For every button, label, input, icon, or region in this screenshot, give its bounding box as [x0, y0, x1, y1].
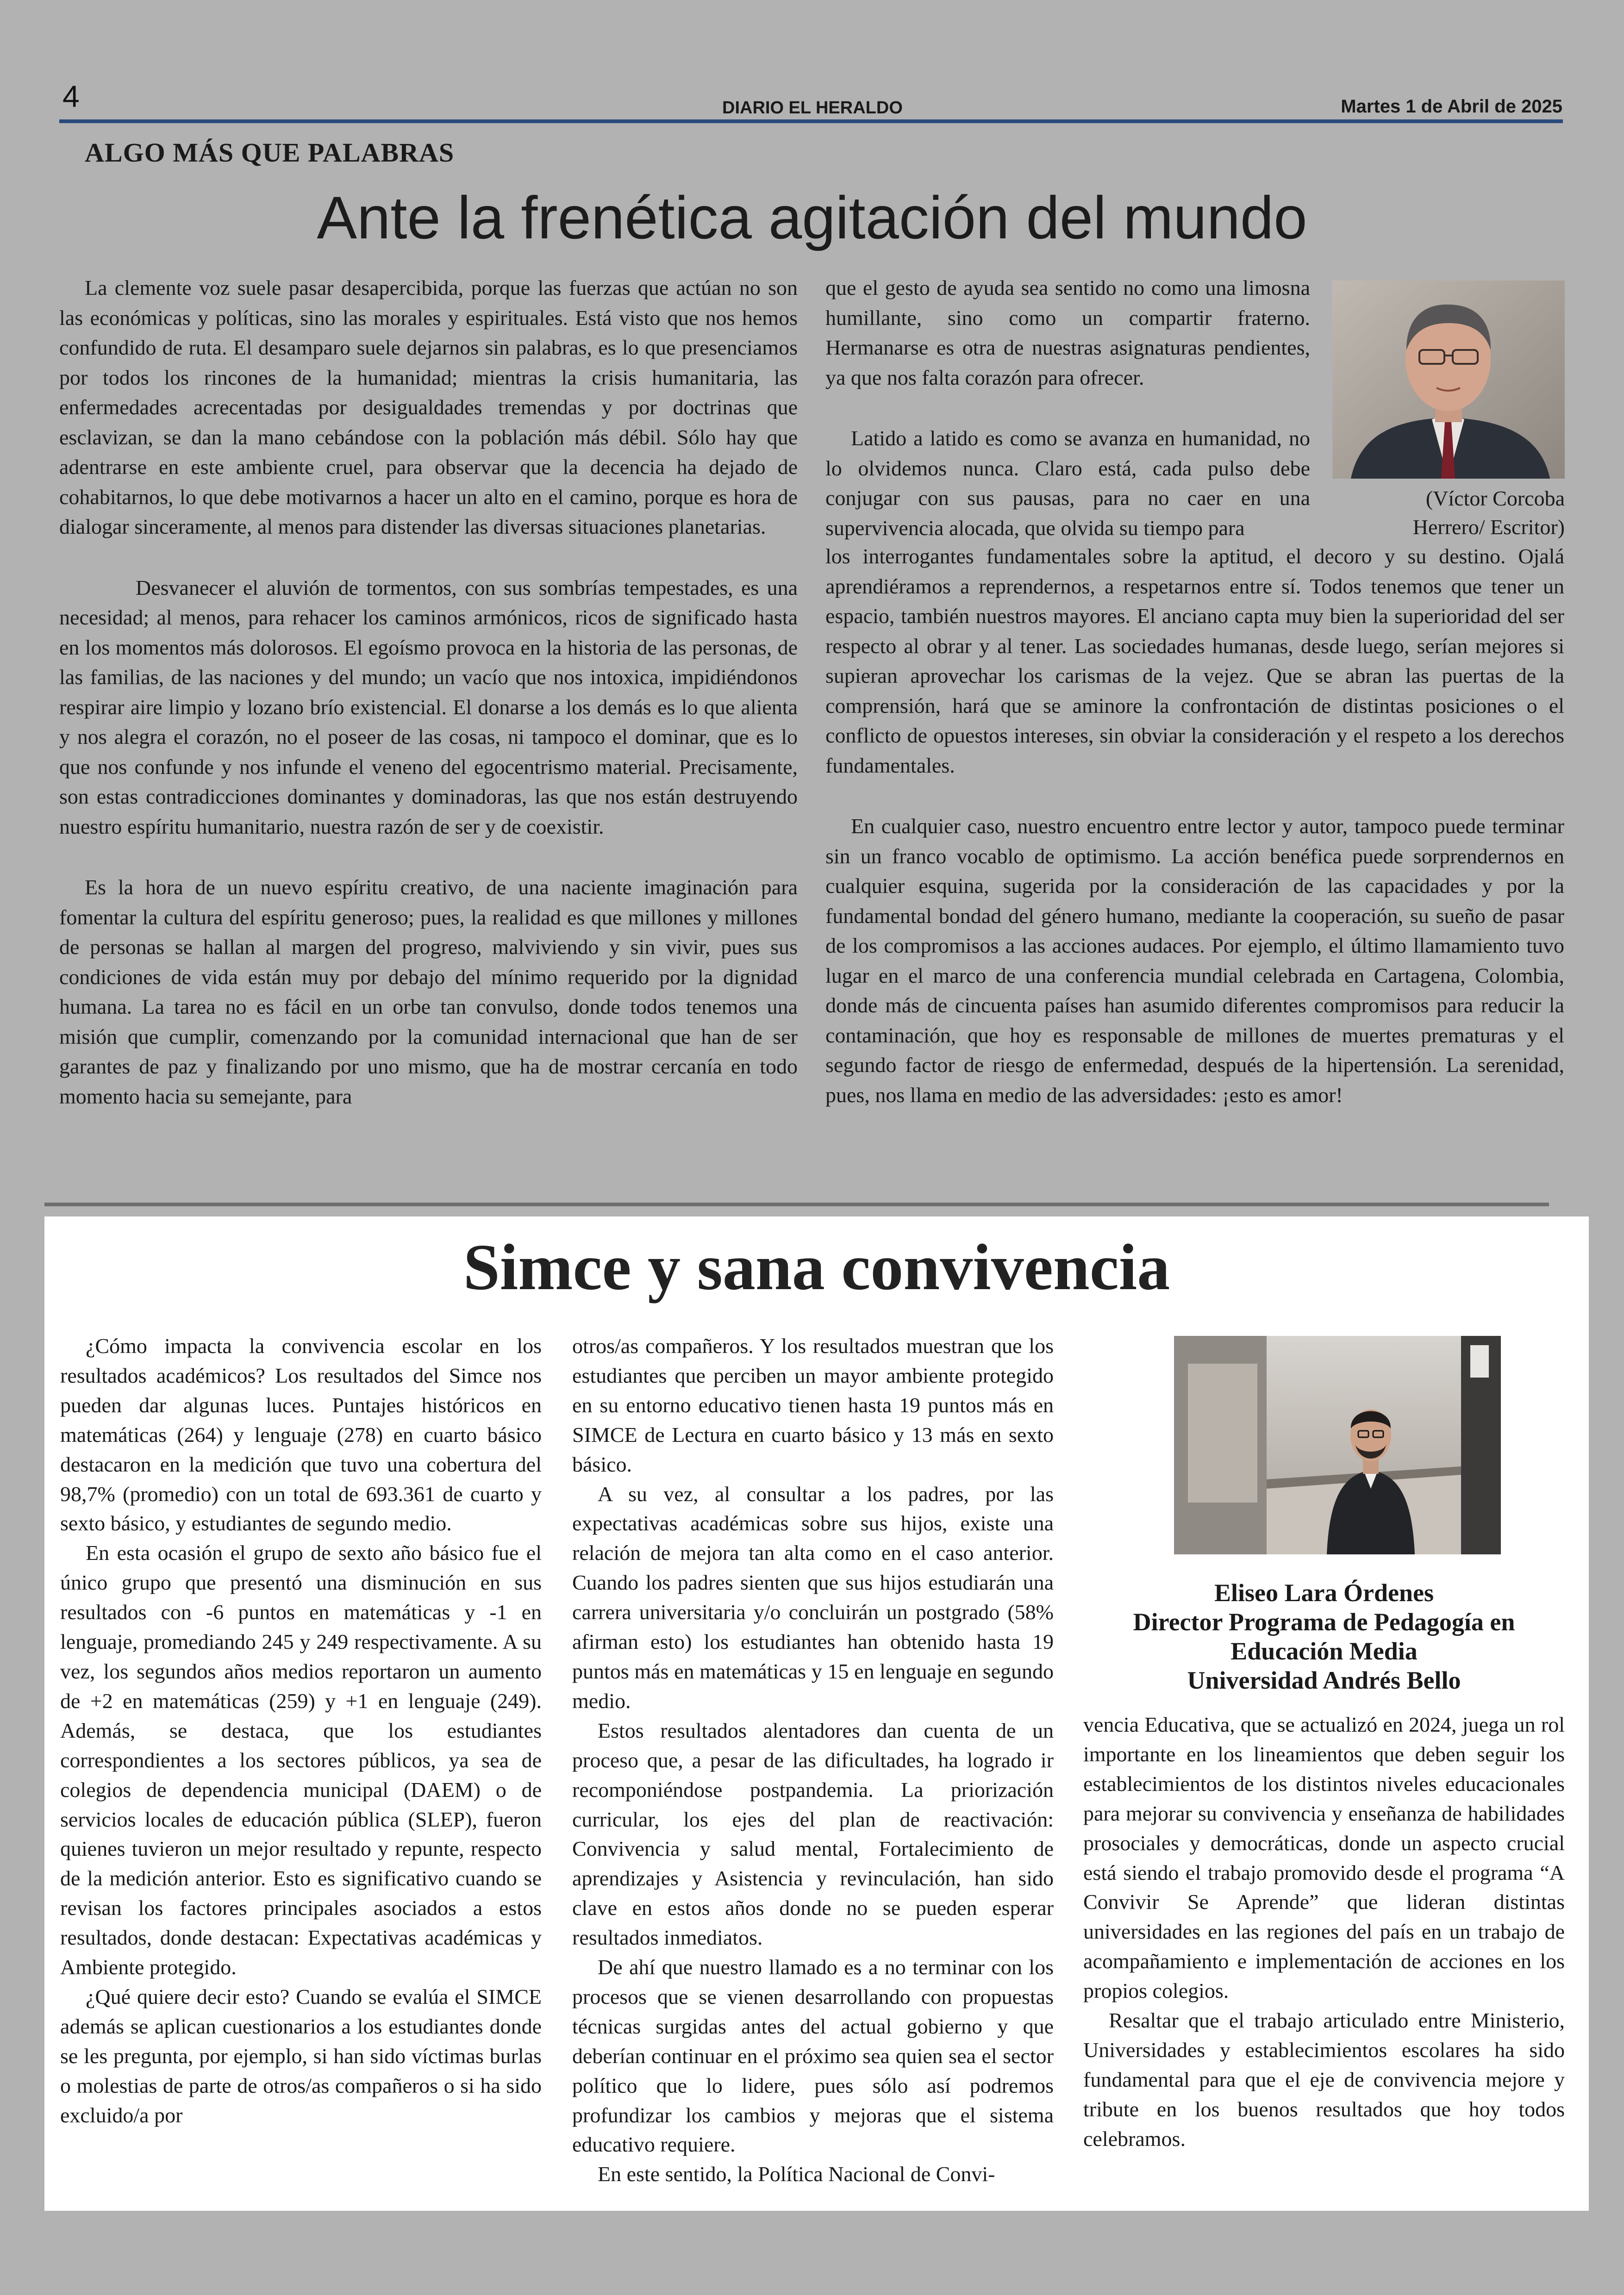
article2-paragraph: ¿Qué quiere decir esto? Cuando se evalúa el SIMCE además se aplican cuestionarios a los estudiantes donde se les pregunta, por ejemplo, si han sido víctimas burlas o molestias de parte de otros/as compañeros o si ha sido excluido/a por: [60, 1984, 542, 2127]
article2-paragraph: vencia Educativa, que se actualizó en 2024, juega un rol importante en los lineamientos que deben seguir los establecimientos de los distintos niveles educacionales para mejorar su convivencia y enseñanza de habilidades prosociales y democráticas, donde un aspecto crucial está siendo el trabajo promovido desde el programa “A Convivir Se Aprende” que lideran distintas universidades en las regiones del país en un trabajo de acompañamiento e implementación de acciones en los propios colegios.: [1083, 1713, 1565, 2003]
author2-name: Eliseo Lara Órdenes: [1214, 1579, 1434, 1607]
author2-byline: [1065, 1578, 1583, 1695]
header-rule: [59, 119, 1563, 123]
article1-column-1: [59, 273, 798, 1111]
article1-paragraph: los interrogantes fundamentales sobre la aptitud, el decoro y su destino. Ojalá aprendiéramos a reprendernos, a respetarnos entre sí. Todos tenemos que tener un espacio, también nuestros mayores. El anciano capta muy bien la superioridad del ser respecto al obrar y al tener. Las sociedades humanas, desde luego, serían mejores si supieran aprovechar los carismas de la vejez. Que se abran las puertas de la comprensión, hará que se aminore la confrontación de distintas posiciones o el conflicto de opuestos intereses, sin obviar la consideración y el respeto a los derechos fundamentales.: [825, 544, 1564, 777]
article2-column-1: [60, 1331, 542, 2130]
article2-paragraph: En esta ocasión el grupo de sexto año básico fue el único grupo que presentó una disminución en sus resultados con -6 puntos en matemáticas y -1 en lenguaje, promediando 245 y 249 respectivamente. A su vez, los segundos años medios reportaron un aumento de +2 en matemáticas (259) y +1 en lenguaje (249). Además, se destaca, que los estudiantes correspondientes a los sectores públicos, ya sea de colegios de dependencia municipal (DAEM) o de servicios locales de educación pública (SLEP), fueron quienes tuvieron un mejor resultado y repunte, respecto de la medición anterior. Esto es significativo cuando se revisan los factores principales asociados a estos resultados, donde destacan: Expectativas académicas y Ambiente protegido.: [60, 1541, 542, 1979]
author2-institution: Universidad Andrés Bello: [1187, 1666, 1461, 1694]
author1-portrait-photo: [1332, 281, 1565, 479]
article1-paragraph: En cualquier caso, nuestro encuentro entre lector y autor, tampoco puede terminar sin un franco vocablo de optimismo. La acción benéfica puede sorprendernos en cualquier esquina, sugerida por la consideración de las capacidades y por la fundamental bondad del género humano, mediante la cooperación, su sueño de pasar de los compromisos a las acciones audaces. Por ejemplo, el último llamamiento tuvo lugar en el marco de una conferencia mundial celebrada en Cartagena, Colombia, donde más de cincuenta países han asumido diferentes compromisos para reducir la contaminación, que hoy es responsable de millones de muertes prematuras y el segundo factor de riesgo de enfermedad, después de la hipertensión. La serenidad, pues, nos llama en medio de las adversidades: ¡esto es amor!: [825, 814, 1564, 1107]
article1-paragraph: Desvanecer el aluvión de tormentos, con sus sombrías tempestades, es una necesidad; al menos, para rehacer los caminos armónicos, ricos de significado hasta en los momentos más dolorosos. El egoísmo provoca en la historia de las personas, de las familias, de las naciones y del mundo; un vacío que nos intoxica, impidiéndonos respirar aire limpio y lozano brío existencial. El donarse a los demás es lo que alienta y nos alegra el corazón, no el poseer de las cosas, ni tampoco el dominar, que es lo que nos confunde y nos infunde el veneno del egocentrismo material. Precisamente, son estas contradicciones dominantes y dominadoras, las que nos están destruyendo nuestro espíritu humanitario, nuestra razón de ser y de coexistir.: [59, 575, 798, 838]
article1-paragraph: Es la hora de un nuevo espíritu creativo, de una naciente imaginación para fomentar la cultura del espíritu generoso; pues, la realidad es que millones y millones de personas se hallan al margen del progreso, malviviendo y sin vivir, pues sus condiciones de vida están muy por debajo del mínimo requerido por la dignidad humana. La tarea no es fácil en un orbe tan convulso, donde todos tenemos una misión que cumplir, comenzando por la comunidad internacional que han de ser garantes de paz y finalizando por uno mismo, que ha de mostrar cercanía en todo momento hacia su semejante, para: [59, 875, 798, 1108]
column-kicker: ALGO MÁS QUE PALABRAS: [85, 137, 455, 168]
article2-paragraph: A su vez, al consultar a los padres, por las expectativas académicas sobre sus hijos, existe una relación de mejora tan alta como en el caso anterior. Cuando los padres sienten que sus hijos estudiarán una carrera universitaria y/o concluirán un postgrado (58% afirman esto) los estudiantes han obtenido hasta 19 puntos más en matemáticas y 15 en lenguaje en segundo medio.: [572, 1482, 1054, 1713]
article2-column-2: [572, 1331, 1054, 2189]
issue-date: Martes 1 de Abril de 2025: [1341, 96, 1562, 117]
article1-paragraph: que el gesto de ayuda sea sentido no como una limosna humillante, sino como un compartir fraterno. Hermanarse es otra de nuestras asignaturas pendientes, ya que nos falta corazón para ofrecer.: [825, 276, 1310, 389]
article2-paragraph: En este sentido, la Política Nacional de Convi-: [598, 2162, 995, 2186]
author1-caption: (Víctor Corcoba Herrero/ Escritor): [1412, 486, 1565, 539]
article1-paragraph: La clemente voz suele pasar desapercibida, porque las fuerzas que actúan no son las económicas y políticas, sino las morales y espirituales. Está visto que nos hemos confundido de ruta. El desamparo suele dejarnos sin palabras, es lo que presenciamos por todos los rincones de la humanidad; mientras la crisis humanitaria, las enfermedades acrecentadas por desigualdades tremendas y por doctrinas que esclavizan, se dan la mano cebándose con la población más débil. Sólo hay que adentrarse en este ambiente cruel, para observar que la decencia ha dejado de cohabitarnos, lo que debe motivarnos a hacer un alto en el camino, porque es hora de dialogar sinceramente, al menos para distender las diversas situaciones planetarias.: [59, 276, 798, 538]
section-divider: [44, 1203, 1549, 1206]
article1-column-2-top: [825, 273, 1310, 543]
article1-paragraph: Latido a latido es como se avanza en humanidad, no lo olvidemos nunca. Claro está, cada pulso debe conjugar con sus pausas, para no caer en una supervivencia alocada, que olvida su tiempo para: [825, 426, 1310, 540]
article2-paragraph: De ahí que nuestro llamado es a no terminar con los procesos que se vienen desarrollando con propuestas técnicas surgidas antes del actual gobierno y que deberían continuar en el próximo sea quien sea el sector político que lo lidere, pues sólo así podremos profundizar los cambios y mejoras que el sistema educativo requiere.: [572, 1955, 1054, 2157]
article2-paragraph: Resaltar que el trabajo articulado entre Ministerio, Universidades y establecimientos escolares ha sido fundamental para que el eje de convivencia mejore y tribute en los buenos resultados que hoy todos celebramos.: [1083, 2008, 1565, 2151]
author2-role: Educación Media: [1230, 1637, 1418, 1665]
article1-headline: Ante la frenética agitación del mundo: [317, 184, 1307, 251]
author2-role: Director Programa de Pedagogía en: [1133, 1608, 1515, 1636]
newspaper-name: DIARIO EL HERALDO: [722, 98, 903, 118]
article1-column-2-bottom: [825, 542, 1564, 1110]
article2-paragraph: Estos resultados alentadores dan cuenta de un proceso que, a pesar de las dificultades, ha logrado ir recomponiéndose postpandemia. La priorización curricular, los ejes del plan de reactivación: Convivencia y salud mental, Fortalecimiento de aprendizajes y Asistencia y revinculación, han sido clave en estos años donde no se pueden esperar resultados inmediatos.: [572, 1718, 1054, 1950]
article2-paragraph: ¿Cómo impacta la convivencia escolar en los resultados académicos? Los resultados del Simce nos pueden dar algunas luces. Puntajes históricos en matemáticas (264) y lenguaje (278) en cuarto básico destacaron en la medición que tuvo una cobertura del 98,7% (promedio) con un total de 693.361 de cuarto y sexto básico, y estudiantes de segundo medio.: [60, 1334, 542, 1535]
author2-portrait-photo: [1174, 1336, 1501, 1554]
page-number: 4: [62, 79, 80, 113]
article2-column-3: [1083, 1710, 1565, 2154]
article2-headline: Simce y sana convivencia: [463, 1230, 1170, 1303]
article2-paragraph: otros/as compañeros. Y los resultados muestran que los estudiantes que perciben un mayor ambiente protegido en su entorno educativo tienen hasta 19 puntos más en SIMCE de Lectura en cuarto básico y 13 más en sexto básico.: [572, 1334, 1054, 1476]
